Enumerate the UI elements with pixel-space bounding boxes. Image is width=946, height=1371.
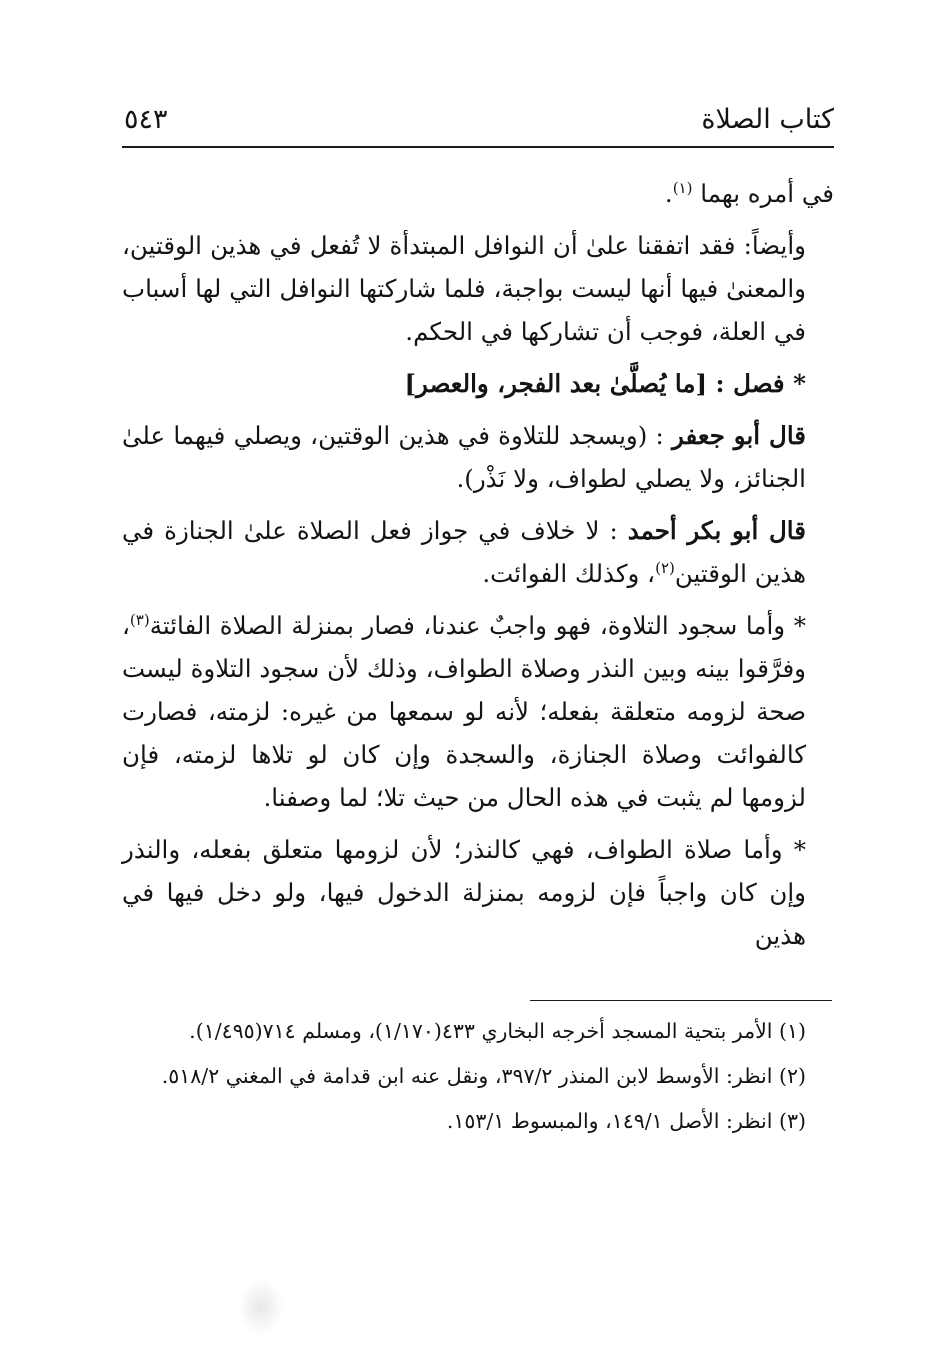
page-number: ٥٤٣ bbox=[124, 104, 168, 135]
footnotes bbox=[122, 1013, 834, 1148]
footnote-ref-3: (٣) bbox=[129, 610, 150, 629]
footnote-2: (٢) انظر: الأوسط لابن المنذر ٣٩٧/٢، ونقل عنه ابن قدامة في المغني ٥١٨/٢. bbox=[161, 1064, 806, 1088]
section-heading: * فصل : [ما يُصلَّىٰ بعد الفجر، والعصر] bbox=[404, 369, 806, 398]
paragraph-also: وأيضاً: فقد اتفقنا علىٰ أن النوافل المبتدأة لا تُفعل في هذين الوقتين، والمعنىٰ فيها أنها ليست بواجبة، فلما شاركتها النوافل التي لها أسباب في العلة، فوجب أن تشاركها في الحكم. bbox=[122, 231, 806, 346]
scan-smudge bbox=[238, 1278, 284, 1336]
paragraph-abu-jafar bbox=[122, 414, 834, 500]
p4-text-2: ، وكذلك الفوائت. bbox=[482, 559, 656, 588]
footnote-divider bbox=[530, 1000, 832, 1001]
quote-abu-jafar: : (ويسجد للتلاوة في هذين الوقتين، ويصلي فيهما علىٰ الجنائز، ولا يصلي لطواف، ولا نَذْر). bbox=[122, 421, 806, 493]
paragraph-continuation bbox=[122, 172, 834, 215]
p1-end: . bbox=[664, 179, 673, 208]
p5-text-2: ، وفرَّقوا بينه وبين النذر وصلاة الطواف، وذلك لأن سجود التلاوة ليست صحة لزومه متعلقة بفعله؛ لأنه لو سمعها من غيره: لزمته، فصارت كالفوائت وصلاة الجنازة، والسجدة وإن كان لو تلاها لزمته، فإن لزومها لم يثبت في هذه الحال من حيث تلا؛ لما وصفنا. bbox=[122, 611, 806, 812]
p4-text-1: : لا خلاف في جواز فعل الصلاة علىٰ الجنازة في هذين الوقتين bbox=[122, 516, 806, 588]
p1-text: في أمره بهما bbox=[700, 179, 834, 208]
p5-text-1: * وأما سجود التلاوة، فهو واجبٌ عندنا، فصار بمنزلة الصلاة الفائتة bbox=[149, 611, 806, 640]
main-text bbox=[122, 172, 834, 957]
paragraph-tilawa bbox=[122, 604, 834, 819]
footnote-ref-2: (٢) bbox=[655, 558, 675, 577]
speaker-abu-jafar: قال أبو جعفر bbox=[671, 421, 806, 450]
paragraph-tawaf: * وأما صلاة الطواف، فهي كالنذر؛ لأن لزومها متعلق بفعله، والنذر وإن كان واجباً فإن لزومه بمنزلة الدخول فيها، ولو دخل فيها في هذين bbox=[122, 835, 806, 950]
speaker-abu-bakr: قال أبو بكر أحمد bbox=[627, 516, 806, 545]
chapter-title: كتاب الصلاة bbox=[701, 104, 834, 135]
footnote-ref-1: (١) bbox=[672, 178, 693, 197]
paragraph-abu-bakr bbox=[122, 509, 834, 595]
footnote-1: (١) الأمر بتحية المسجد أخرجه البخاري ٤٣٣(١/١٧٠)، ومسلم ٧١٤(١/٤٩٥). bbox=[189, 1019, 806, 1043]
footnote-3: (٣) انظر: الأصل ١٤٩/١، والمبسوط ١٥٣/١. bbox=[446, 1109, 806, 1133]
running-header bbox=[122, 100, 834, 148]
